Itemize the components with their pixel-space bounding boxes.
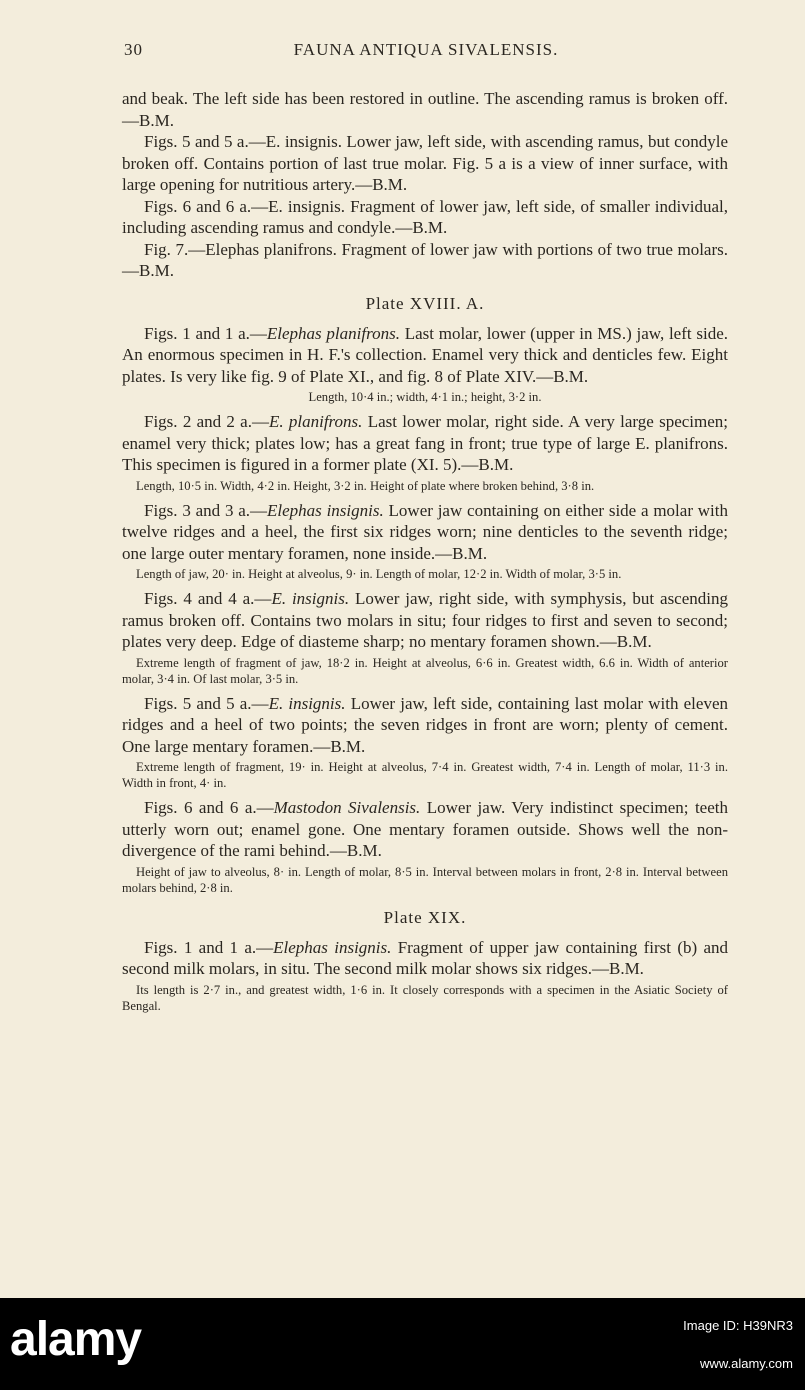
- intro-paragraph: Figs. 6 and 6 a.—E. insignis. Fragment of lower jaw, left side, of smaller individual, including ascending ramus and condyle.—B.M.: [122, 196, 728, 237]
- species-name: Elephas insignis.: [267, 500, 384, 520]
- intro-paragraph: Figs. 5 and 5 a.—E. insignis. Lower jaw, left side, with ascending ramus, but condyle broken off. Contains portion of last true molar. Fig. 5 a is a view of inner surface, with large opening for nutritious artery.—B.M.: [122, 132, 728, 194]
- measurements: Length, 10·4 in.; width, 4·1 in.; height, 3·2 in.: [308, 390, 542, 404]
- figure-description: Last lower molar, right side. A very large specimen; enamel very thick; plates low; has a great fang in front; true type of large E. planifrons. This specimen is figured in a former plate (XI. 5).—B.M.: [122, 412, 729, 474]
- figure-description: Lower jaw. Very indistinct specimen; teeth utterly worn out; enamel gone. One mentary foramen outside. Shows well the non-divergence of the rami behind.—B.M.: [122, 798, 728, 860]
- species-name: Elephas insignis.: [273, 937, 392, 957]
- species-name: E. insignis.: [268, 693, 346, 713]
- species-name: Mastodon Sivalensis.: [273, 798, 421, 817]
- figure-ref: Figs. 5 and 5 a.—: [144, 693, 269, 713]
- figure-entry: [122, 323, 728, 388]
- figure-entry: [122, 411, 728, 476]
- measurements: Length of jaw, 20· in. Height at alveolus, 9· in. Length of molar, 12·2 in. Width of molar, 3·5 in.: [136, 567, 622, 581]
- figure-description: Lower jaw, left side, containing last molar with eleven ridges and a heel of two points; the seven ridges in front are worn; plenty of cement. One large mentary foramen.—B.M.: [122, 693, 728, 756]
- alamy-logo: alamy: [10, 1313, 142, 1366]
- figure-description: Lower jaw, right side, with symphysis, but ascending ramus broken off. Contains two molars in situ; four ridges to first and seven to second; plates very deep. Edge of diasteme sharp; no mentary foramen shown.—B.M.: [122, 589, 728, 651]
- figure-ref: Figs. 4 and 4 a.—: [144, 589, 272, 608]
- figure-entry: [122, 500, 728, 565]
- page-header: [124, 40, 728, 64]
- page-number: 30: [124, 40, 143, 59]
- figure-description: Lower jaw containing on either side a molar with twelve ridges and a heel, the first six ridges worn; nine denticles to the seventh ridge; one large outer mentary foramen, none inside.—B.M.: [122, 500, 728, 563]
- figure-ref: Figs. 1 and 1 a.—: [144, 937, 274, 957]
- measurements: Length, 10·5 in. Width, 4·2 in. Height, 3·2 in. Height of plate where broken behind, 3·8 in.: [136, 478, 595, 493]
- figure-description: Fragment of upper jaw containing first (b) and second milk molars, in situ. The second milk molar shows six ridges.—B.M.: [122, 937, 729, 978]
- figure-entry: [122, 588, 728, 653]
- watermark-bar: [0, 1298, 805, 1390]
- figure-ref: Figs. 6 and 6 a.—: [144, 798, 274, 817]
- intro-paragraph: and beak. The left side has been restored in outline. The ascending ramus is broken off.—B.M.: [122, 89, 728, 130]
- measurements: Extreme length of fragment, 19· in. Height at alveolus, 7·4 in. Greatest width, 7·4 in. Length of molar, 11·3 in. Width in front, 4· in.: [122, 760, 728, 790]
- figure-ref: Figs. 1 and 1 a.—: [144, 323, 267, 343]
- species-name: Elephas planifrons.: [266, 323, 400, 343]
- page-body: [122, 88, 728, 1020]
- measurements: Height of jaw to alveolus, 8· in. Length of molar, 8·5 in. Interval between molars in front, 2·8 in. Interval between molars behind, 2·8 in.: [122, 864, 728, 895]
- plate-heading: Plate XVIII. A.: [365, 293, 485, 313]
- figure-entry: [122, 693, 728, 758]
- figure-entry: [122, 797, 728, 862]
- measurements: Its length is 2·7 in., and greatest width, 1·6 in. It closely corresponds with a specimen in the Asiatic Society of Bengal.: [122, 982, 728, 1013]
- figure-ref: Figs. 3 and 3 a.—: [144, 500, 268, 520]
- species-name: E. planifrons.: [268, 412, 363, 431]
- figure-ref: Figs. 2 and 2 a.—: [144, 412, 269, 431]
- figure-description: Last molar, lower (upper in MS.) jaw, left side. An enormous specimen in H. F.'s collection. Enamel very thick and denticles few. Eight plates. Is very like fig. 9 of Plate XI., and fig. 8 of Plate XIV.—B.M.: [122, 323, 728, 386]
- measurements: Extreme length of fragment of jaw, 18·2 in. Height at alveolus, 6·6 in. Greatest width, 6.6 in. Width of anterior molar, 3·4 in. Of last molar, 3·5 in.: [122, 655, 728, 686]
- running-title: FAUNA ANTIQUA SIVALENSIS.: [293, 40, 559, 59]
- image-id: Image ID: H39NR3: [683, 1318, 793, 1333]
- site-url: www.alamy.com: [700, 1356, 793, 1371]
- plate-heading: Plate XIX.: [383, 907, 467, 927]
- species-name: E. insignis.: [271, 589, 350, 608]
- intro-paragraph: Fig. 7.—Elephas planifrons. Fragment of lower jaw with portions of two true molars.—B.M.: [122, 239, 728, 280]
- figure-entry: [122, 937, 728, 980]
